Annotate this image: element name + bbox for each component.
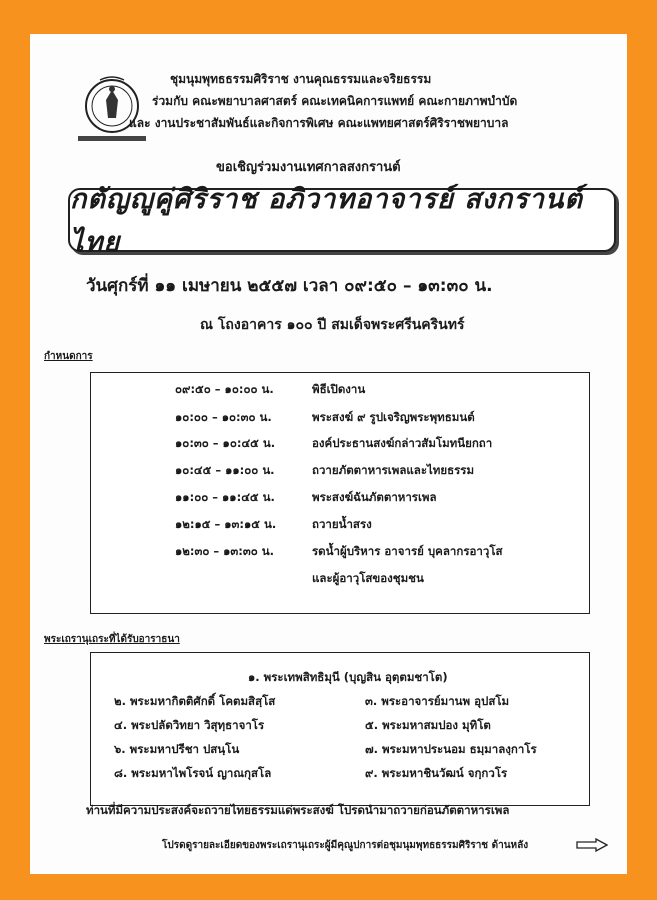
schedule-row <box>91 381 589 403</box>
footer-note: โปรดดูรายละเอียดของพระเถรานุเถระผู้มีคุณูปการต่อชุมนุมพุทธธรรมศิริราช ด้านหลัง <box>162 840 529 851</box>
invite-text: ขอเชิญร่วมงานเทศกาลสงกรานต์ <box>216 160 401 175</box>
schedule-time: ๐๙:๕๐ – ๑๐:๐๐ น. <box>175 382 274 396</box>
schedule-row <box>91 516 589 538</box>
monk-name: ๒. พระมหากิตติศักดิ์ โคตมสิสฺโส <box>114 694 276 708</box>
offering-note: ท่านที่มีความประสงค์จะถวายไทยธรรมแด่พระสงฆ์ โปรดนำมาถวายก่อนภัตตาหารเพล <box>86 803 510 817</box>
monks-label: พระเถรานุเถระที่ได้รับอาราธนา <box>44 634 180 645</box>
schedule-row <box>91 435 589 457</box>
right-arrow-icon <box>576 837 608 856</box>
header-line-2: ร่วมกับ คณะพยาบาลศาสตร์ คณะเทคนิคการแพทย์ คณะกายภาพบำบัด <box>152 94 518 108</box>
schedule-row <box>91 409 589 431</box>
schedule-time: ๑๒:๓๐ – ๑๓:๓๐ น. <box>175 544 274 558</box>
event-title: กตัญญูคู่ศิริราช อภิวาทอาจารย์ สงกรานต์ไทย <box>70 184 583 258</box>
monk-name: ๘. พระมหาไพโรจน์ ญาณกุสโล <box>114 766 272 780</box>
schedule-time: ๑๒:๑๕ – ๑๓:๑๕ น. <box>175 517 277 531</box>
schedule-activity: พระสงฆ์ฉันภัตตาหารเพล <box>312 490 437 504</box>
header-line-3: และ งานประชาสัมพันธ์และกิจการพิเศษ คณะแพทยศาสตร์ศิริราชพยาบาล <box>129 116 509 130</box>
poster-paper <box>30 34 627 874</box>
schedule-row <box>91 543 589 565</box>
date-line: วันศุกร์ที่ ๑๑ เมษายน ๒๕๕๗ เวลา ๐๙:๕๐ – ๑๓:๓๐ น. <box>86 276 493 296</box>
siriraj-seal-icon <box>72 70 152 146</box>
monks-list <box>90 652 590 806</box>
monk-name: ๙. พระมหาชินวัฒน์ จกฺกวโร <box>365 766 508 780</box>
schedule-time: ๑๐:๓๐ – ๑๐:๔๕ น. <box>175 436 276 450</box>
monk-name: ๕. พระมหาสมปอง มุทิโต <box>365 718 491 732</box>
monk-name: ๗. พระมหาประนอม ธมฺมาลงฺกาโร <box>365 742 537 756</box>
venue-line: ณ โถงอาคาร ๑๐๐ ปี สมเด็จพระศรีนครินทร์ <box>200 317 465 333</box>
schedule-time: ๑๐:๐๐ – ๑๐:๓๐ น. <box>175 410 272 424</box>
schedule-time: ๑๑:๐๐ – ๑๑:๔๕ น. <box>175 490 275 504</box>
monk-name: ๔. พระปลัดวิทยา วิสุทฺธาจาโร <box>114 718 265 732</box>
monk-name: ๓. พระอาจารย์มานพ อุปสโม <box>365 694 510 708</box>
schedule-activity: พิธีเปิดงาน <box>312 382 366 396</box>
schedule-activity: ถวายภัตตาหารเพลและไทยธรรม <box>312 463 475 477</box>
schedule-time: ๑๐:๔๕ – ๑๑:๐๐ น. <box>175 463 275 477</box>
schedule-label: กำหนดการ <box>44 351 93 362</box>
event-title-box <box>68 184 616 258</box>
header-line-1: ชุมนุมพุทธธรรมศิริราช งานคุณธรรมและจริยธรรม <box>170 72 432 86</box>
schedule-activity: และผู้อาวุโสของชุมชน <box>312 571 424 585</box>
schedule-activity: พระสงฆ์ ๙ รูปเจริญพระพุทธมนต์ <box>312 410 475 424</box>
schedule-activity: องค์ประธานสงฆ์กล่าวสัมโมทนียกถา <box>312 436 493 450</box>
monk-name: ๖. พระมหาปรีชา ปสนฺโน <box>114 742 240 756</box>
schedule-row <box>91 489 589 511</box>
schedule-activity: ถวายน้ำสรง <box>312 517 372 531</box>
schedule-activity: รดน้ำผู้บริหาร อาจารย์ บุคลากรอาวุโส <box>312 544 503 558</box>
schedule-row <box>91 570 589 592</box>
schedule-row <box>91 462 589 484</box>
monk-name: ๑. พระเทพสิทธิมุนี (บุญสิน อุตฺตมชาโต) <box>248 670 448 684</box>
schedule-table <box>90 372 590 614</box>
